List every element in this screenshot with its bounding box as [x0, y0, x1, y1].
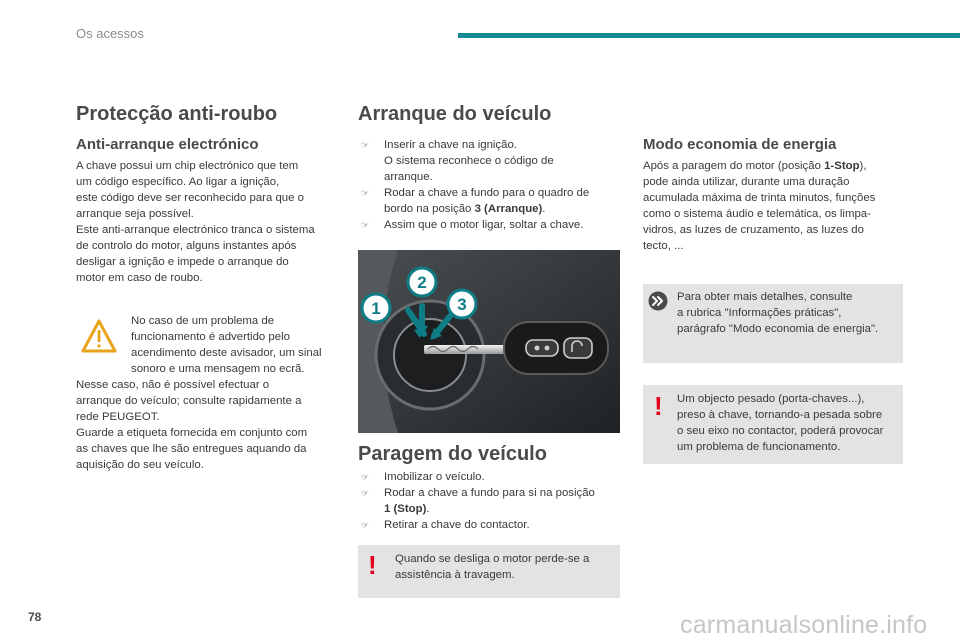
exclamation-icon: !	[368, 550, 377, 580]
immobiliser-fault-paragraph: Nesse caso, não é possível efectuar o arranque do veículo; consulte rapidamente a rede PEUGEOT. Guarde a etiqueta fornecida em conjunto com as chaves que lhe são entregues aquando da aquisição do seu veículo.	[76, 379, 308, 471]
list-item: ☞ Retirar a chave do contactor.	[361, 519, 530, 531]
header-accent-bar	[458, 33, 960, 38]
watermark: carmanualsonline.info	[680, 611, 928, 639]
pointing-hand-icon: ☞	[361, 188, 370, 198]
warning-lamp-note: No caso de um problema de funcionamento é advertido pelo acendimento deste avisador, um sinal sonoro e uma mensagem no ecrã.	[131, 315, 322, 375]
photo-label-2: 2	[417, 273, 427, 292]
starting-steps	[361, 137, 621, 233]
starting-title: Arranque do veículo	[358, 103, 552, 125]
warning-triangle-icon	[80, 318, 118, 354]
pointing-hand-icon: ☞	[361, 472, 370, 482]
energy-economy-paragraph: Após a paragem do motor (posição 1-Stop), pode ainda utilizar, durante uma duração acumulada máxima de trinta minutos, funções como o sistema áudio e telemática, os limpa- vidros, as luzes de cruzamento, as luzes do tecto, ...	[643, 160, 876, 252]
pointing-hand-icon: ☞	[361, 220, 370, 230]
stopping-title: Paragem do veículo	[358, 443, 547, 465]
photo-label-3: 3	[457, 295, 467, 314]
braking-note-text: Quando se desliga o motor perde-se a assistência à travagem.	[395, 553, 590, 581]
list-item: ☞ Rodar a chave a fundo para si na posição 1 (Stop).	[361, 487, 595, 515]
section-header: Os acessos	[76, 26, 144, 41]
braking-note-box	[358, 545, 620, 598]
page-number: 78	[28, 610, 42, 624]
exclamation-icon: !	[654, 391, 663, 421]
immobiliser-subtitle: Anti-arranque electrónico	[76, 136, 259, 153]
double-arrow-icon	[648, 291, 668, 311]
info-reference-box	[643, 284, 903, 363]
pointing-hand-icon: ☞	[361, 520, 370, 530]
antitheft-title: Protecção anti-roubo	[76, 103, 278, 125]
list-item: ☞ Rodar a chave a fundo para o quadro de bordo na posição 3 (Arranque).	[361, 187, 590, 215]
list-item: ☞ Imobilizar o veículo.	[361, 471, 485, 483]
ignition-key-photo	[358, 250, 620, 433]
photo-label-1: 1	[371, 299, 381, 318]
stopping-steps	[361, 469, 621, 533]
list-item: ☞ Assim que o motor ligar, soltar a chave.	[361, 219, 584, 231]
immobiliser-paragraph: A chave possui um chip electrónico que tem um código específico. Ao ligar a ignição, este código deve ser reconhecido para que o arranque seja possível. Este anti-arranque electrónico tranca o sistema de controlo do motor, alguns instantes após desligar a ignição e impede o arranque do motor em caso de roubo.	[76, 160, 315, 284]
heavy-keyring-warning-text: Um objecto pesado (porta-chaves...), preso à chave, tornando-a pesada sobre o seu eixo no contactor, poderá provocar um problema de funcionamento.	[677, 393, 884, 453]
heavy-keyring-warning-box	[643, 385, 903, 464]
energy-economy-title: Modo economia de energia	[643, 136, 837, 153]
list-item: ☞ Inserir a chave na ignição. O sistema reconhece o código de arranque.	[361, 139, 554, 183]
pointing-hand-icon: ☞	[361, 488, 370, 498]
pointing-hand-icon: ☞	[361, 140, 370, 150]
info-reference-text: Para obter mais detalhes, consulte a rubrica "Informações práticas", parágrafo "Modo economia de energia".	[677, 291, 879, 335]
